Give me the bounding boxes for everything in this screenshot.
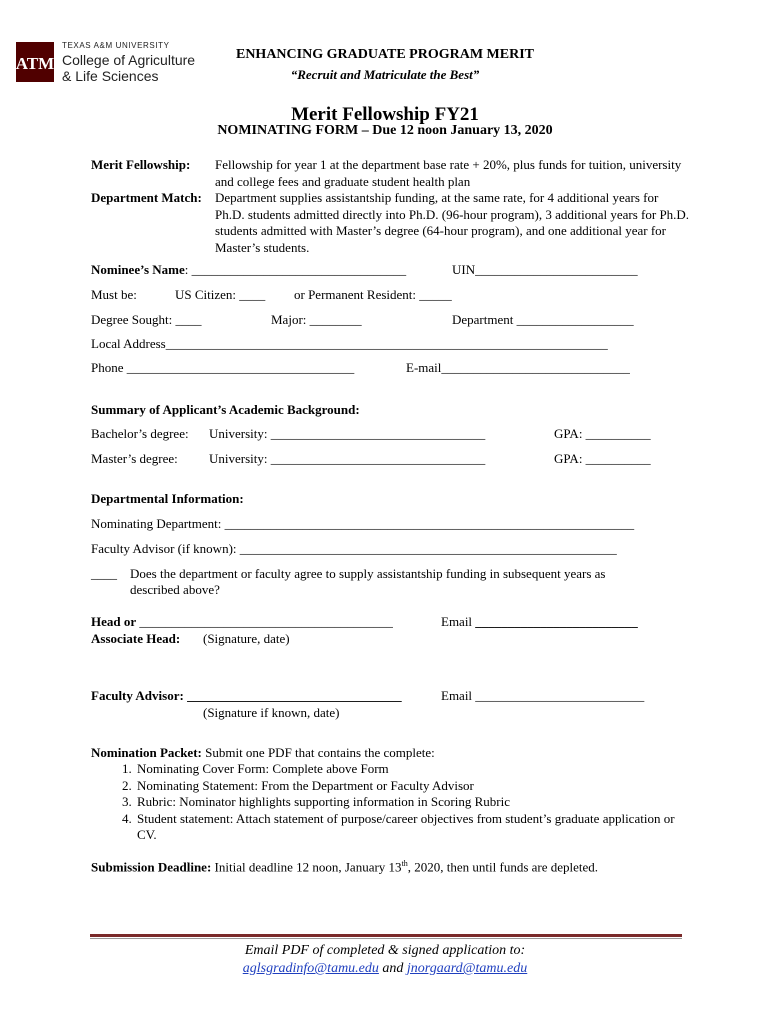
degree-sought-field[interactable]: Degree Sought: ____ (91, 312, 202, 327)
page-title: Merit Fellowship FY21 (291, 104, 479, 125)
merit-label: Merit Fellowship: (91, 157, 191, 172)
email-link-jnorgaard[interactable]: jnorgaard@tamu.edu (406, 961, 528, 976)
header-tagline: “Recruit and Matriculate the Best” (290, 67, 480, 82)
deadline-text-b: , 2020, then until funds are depleted. (407, 859, 599, 875)
nominee-name-label: Nominee’s Name (91, 262, 185, 277)
head-signature-note: (Signature, date) (203, 631, 290, 646)
agree-question-line1: Does the department or faculty agree to supply assistantship funding in subsequent years as (130, 566, 606, 581)
academic-heading: Summary of Applicant’s Academic Background: (91, 402, 360, 417)
nominee-name-row (91, 262, 406, 278)
master-university-field[interactable]: University: _________________________________ (209, 451, 486, 466)
footer-and: and (378, 961, 407, 976)
packet-intro-text: Submit one PDF that contains the complete: (201, 745, 435, 760)
bachelor-university-field[interactable]: University: _________________________________ (209, 426, 486, 441)
packet-item: 2. Nominating Statement: From the Department or Faculty Advisor (135, 778, 695, 795)
head-email-row (441, 614, 638, 630)
associate-head-label: Associate Head: (91, 631, 181, 646)
major-field[interactable]: Major: ________ (271, 312, 362, 327)
head-email-field[interactable]: _________________________ (472, 614, 638, 629)
department-field[interactable]: Department __________________ (452, 312, 634, 327)
logo-college-line1: College of Agriculture (62, 52, 196, 68)
packet-item: 4. Student statement: Attach statement of purpose/career objectives from student’s graduate application or CV. (135, 811, 695, 844)
logo-college-line2: & Life Sciences (62, 68, 159, 84)
agree-question-line2: described above? (130, 582, 220, 597)
faculty-advisor-label: Faculty Advisor: (91, 688, 184, 703)
nominee-name-field[interactable]: : _________________________________ (184, 262, 407, 277)
deadline-label: Submission Deadline: (91, 859, 212, 875)
faculty-signature-row (91, 688, 402, 704)
email-link-aglsgradinfo[interactable]: aglsgradinfo@tamu.edu (242, 961, 379, 976)
packet-label: Nomination Packet: (91, 745, 202, 760)
nominating-department-field[interactable]: Nominating Department: _______________________________________________________________ (91, 516, 635, 531)
faculty-email-field[interactable]: Email __________________________ (441, 688, 645, 703)
footer-instruction: Email PDF of completed & signed application to: (244, 943, 526, 958)
master-gpa-field[interactable]: GPA: __________ (554, 451, 651, 466)
bachelor-label: Bachelor’s degree: (91, 426, 189, 441)
master-label: Master’s degree: (91, 451, 178, 466)
faculty-signature-field[interactable]: _________________________________ (183, 688, 402, 703)
match-label: Department Match: (91, 190, 202, 205)
head-signature-field[interactable]: _______________________________________ (136, 614, 393, 629)
bachelor-gpa-field[interactable]: GPA: __________ (554, 426, 651, 441)
email-field[interactable]: E-mail_____________________________ (406, 360, 630, 375)
deadline-sup: th (401, 859, 408, 868)
header-program: ENHANCING GRADUATE PROGRAM MERIT (235, 47, 535, 62)
head-signature-row (91, 614, 393, 630)
faculty-advisor-field[interactable]: Faculty Advisor (if known): __________________________________________________________ (91, 541, 617, 556)
head-email-label: Email (441, 614, 473, 629)
footer-emails (0, 961, 770, 977)
faculty-signature-note: (Signature if known, date) (203, 705, 340, 720)
packet-list (91, 761, 695, 844)
agree-blank-field[interactable]: ____ (91, 566, 117, 581)
phone-field[interactable]: Phone ___________________________________ (91, 360, 355, 375)
deadline-text-a: Initial deadline 12 noon, January 13 (211, 859, 402, 875)
page-subtitle: NOMINATING FORM – Due 12 noon January 13, 2020 (217, 123, 553, 138)
must-be-label: Must be: (91, 287, 137, 302)
local-address-field[interactable]: Local Address____________________________________________________________________ (91, 336, 608, 351)
packet-item: 3. Rubric: Nominator highlights supporting information in Scoring Rubric (135, 794, 695, 811)
us-citizen-field[interactable]: US Citizen: ____ (175, 287, 266, 302)
packet-item: 1. Nominating Cover Form: Complete above Form (135, 761, 695, 778)
footer-divider-thin (90, 938, 682, 939)
packet-intro (91, 745, 435, 761)
departmental-heading: Departmental Information: (91, 491, 244, 506)
permanent-resident-field[interactable]: or Permanent Resident: _____ (294, 287, 452, 302)
uin-field[interactable]: UIN_________________________ (452, 262, 638, 277)
svg-text:ATM: ATM (16, 54, 54, 73)
head-label: Head or (91, 614, 137, 629)
match-text: Department supplies assistantship funding, at the same rate, for 4 additional years for Ph.D. students admitted directly into Ph.D. (96-hour program), 3 additional years for Ph.D. students admitted with Master’s degree (64-hour program), and one additional year for Master’s students. (215, 190, 690, 255)
footer-divider (90, 934, 682, 937)
logo-university: TEXAS A&M UNIVERSITY (62, 41, 170, 50)
merit-text: Fellowship for year 1 at the department base rate + 20%, plus funds for tuition, university and college fees and graduate student health plan (215, 157, 682, 189)
submission-deadline (91, 859, 598, 875)
